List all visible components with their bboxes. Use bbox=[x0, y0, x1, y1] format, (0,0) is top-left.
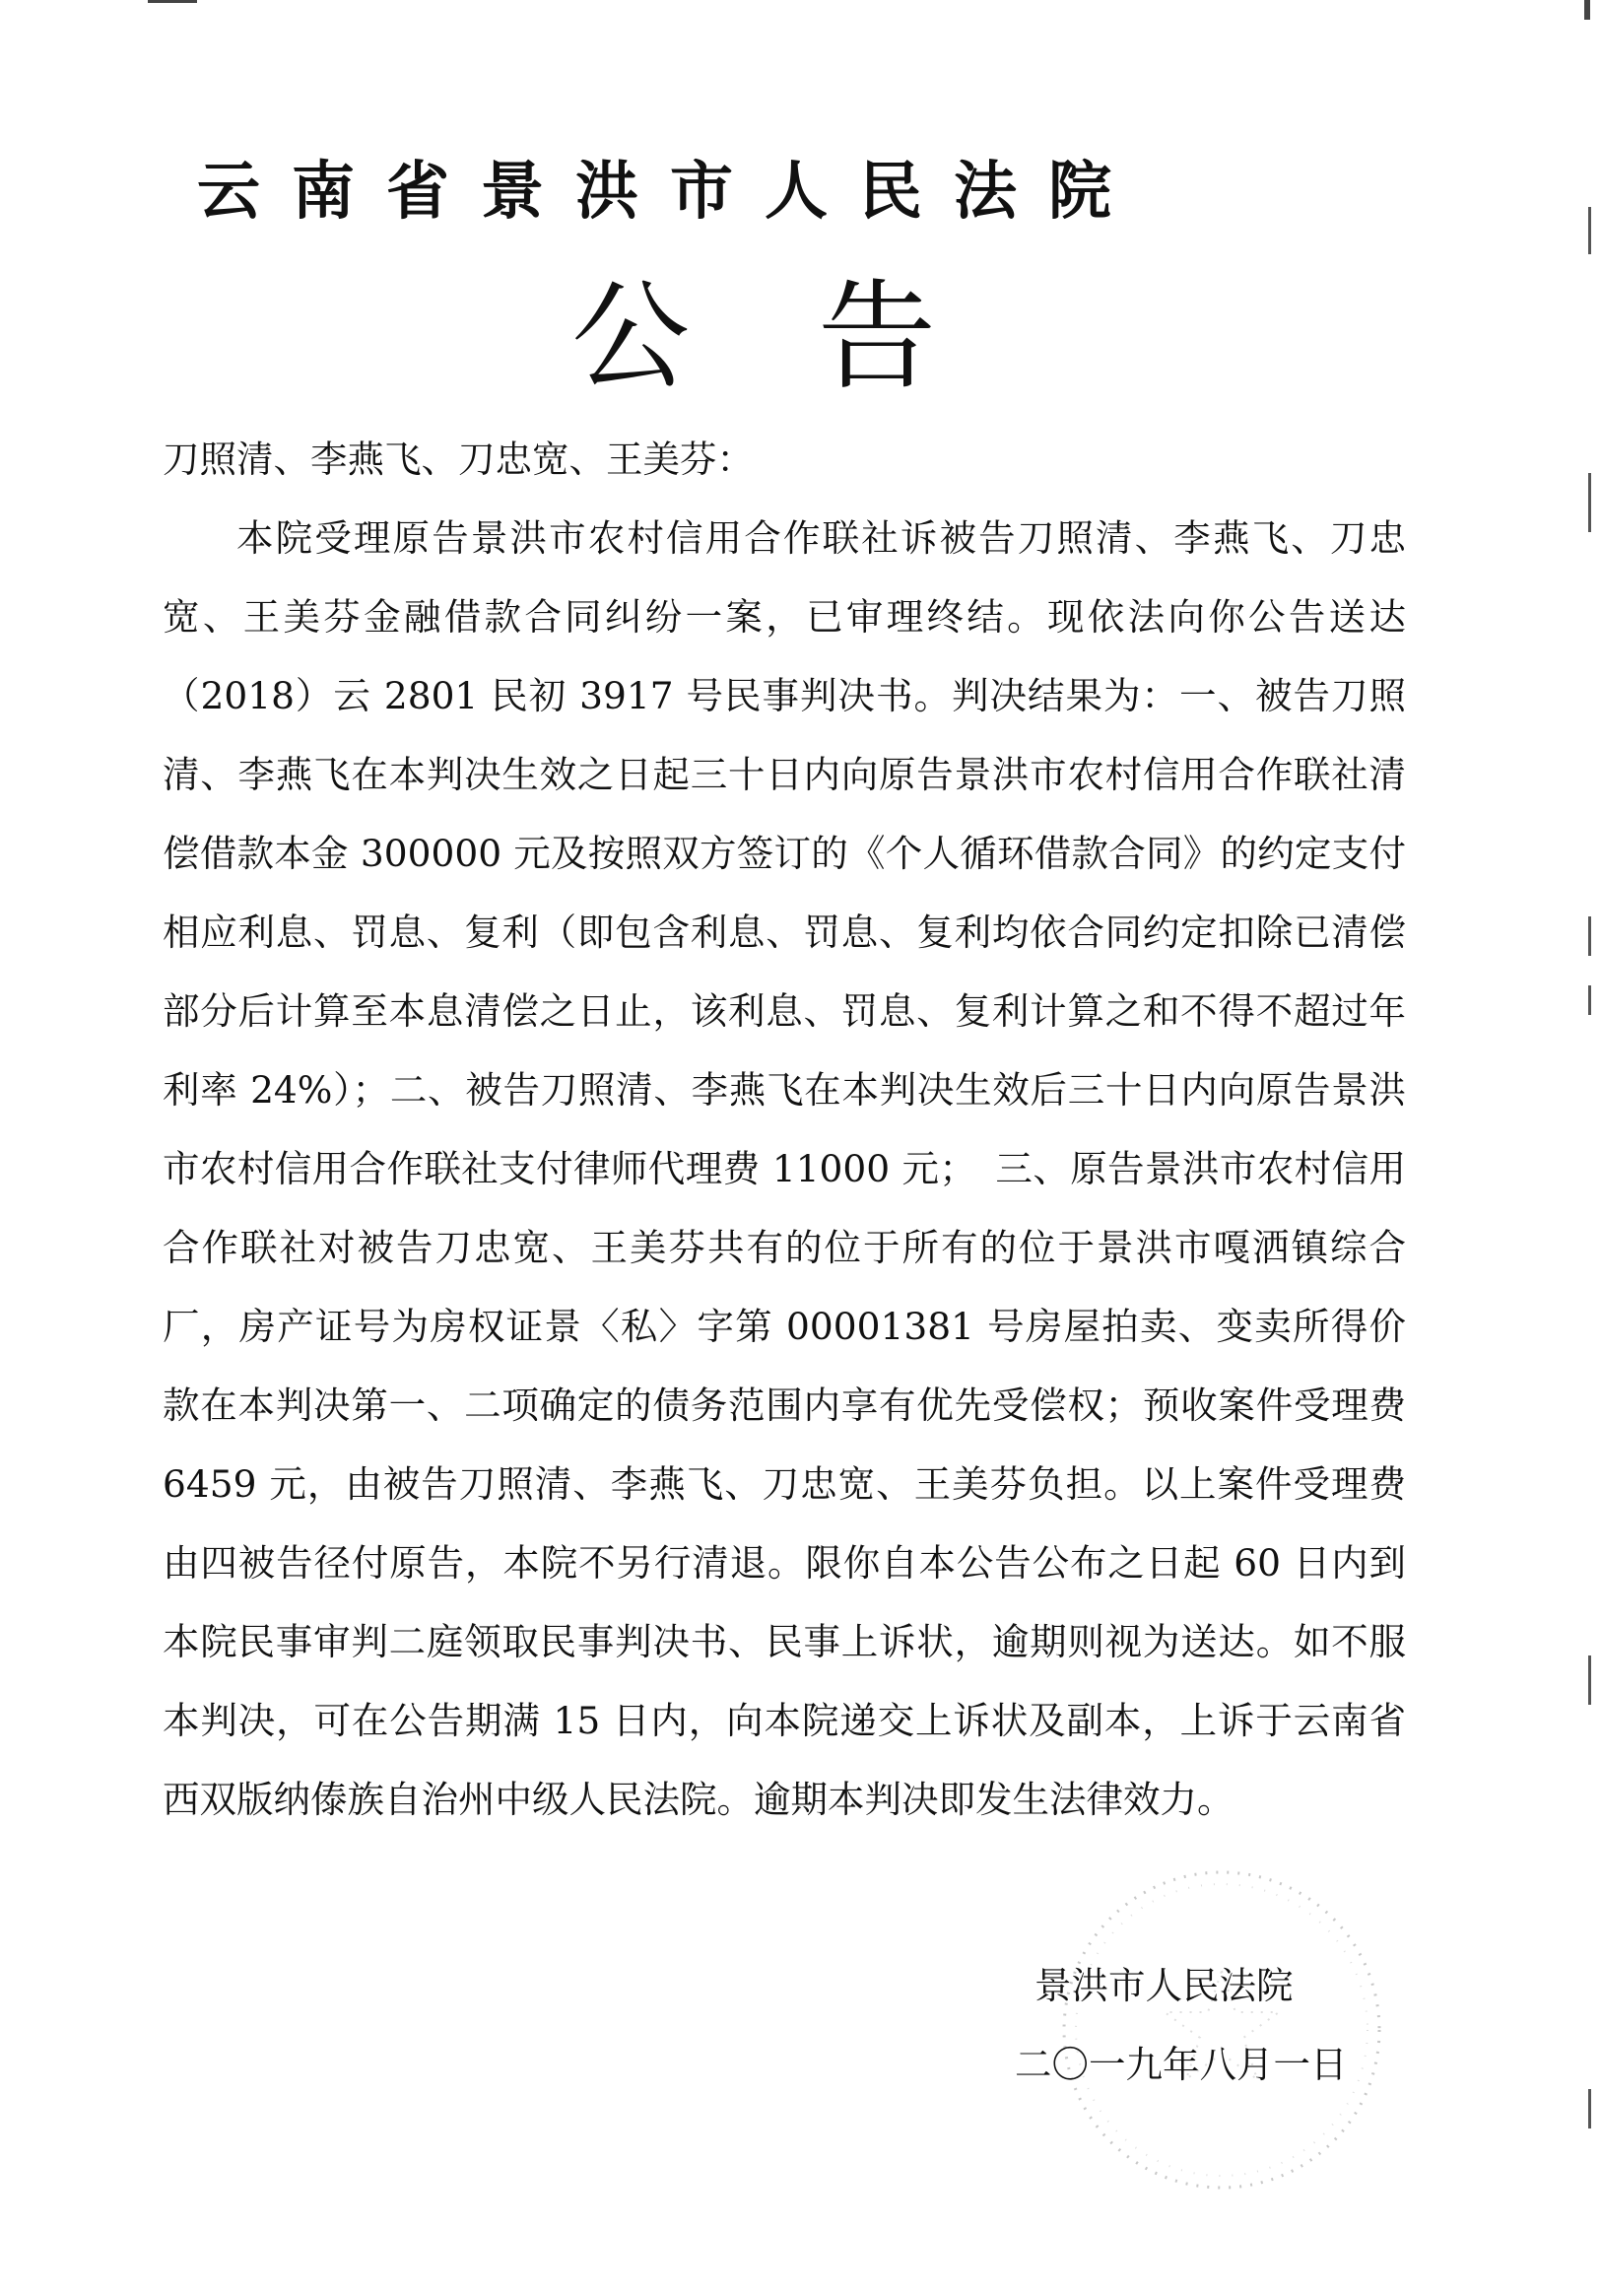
notice-body: 本院受理原告景洪市农村信用合作联社诉被告刀照清、李燕飞、刀忠宽、王美芬金融借款合同纠纷一案，已审理终结。现依法向你公告送达（2018）云 2801 民初 3917 号民事判决书。判决结果为：一、被告刀照清、李燕飞在本判决生效之日起三十日内向原告景洪市农村信用合作联社清偿借款本金 300000 元及按照双方签订的《个人循环借款合同》的约定支付相应利息、罚息、复利（即包含利息、罚息、复利均依合同约定扣除已清偿部分后计算至本息清偿之日止，该利息、罚息、复利计算之和不得不超过年利率 24%）；二、被告刀照清、李燕飞在本判决生效后三十日内向原告景洪市农村信用合作联社支付律师代理费 11000 元； 三、原告景洪市农村信用合作联社对被告刀忠宽、王美芬共有的位于所有的位于景洪市嘎洒镇综合厂，房产证号为房权证景〈私〉字第 00001381 号房屋拍卖、变卖所得价款在本判决第一、二项确定的债务范围内享有优先受偿权；预收案件受理费 6459 元，由被告刀照清、李燕飞、刀忠宽、王美芬负担。以上案件受理费由四被告径付原告，本院不另行清退。限你自本公告公布之日起 60 日内到本院民事审判二庭领取民事判决书、民事上诉状，逾期则视为送达。如不服本判决，可在公告期满 15 日内，向本院递交上诉状及副本，上诉于云南省西双版纳傣族自治州中级人民法院。逾期本判决即发生法律效力。 bbox=[163, 516, 1406, 1821]
court-seal-icon bbox=[1044, 1853, 1399, 2207]
signature-date: 二〇一九年八月一日 bbox=[1015, 2043, 1348, 2086]
notice-title: 公告 bbox=[571, 269, 1064, 406]
scan-mark-top bbox=[148, 0, 197, 3]
addressee-line: 刀照清、李燕飞、刀忠宽、王美芬： bbox=[163, 438, 754, 481]
scan-mark-right bbox=[1588, 985, 1591, 1015]
scan-mark-top-right bbox=[1584, 0, 1590, 20]
signature-court: 景洪市人民法院 bbox=[1034, 1964, 1294, 2007]
scan-mark-right bbox=[1588, 473, 1591, 532]
scan-mark-right bbox=[1588, 1655, 1591, 1705]
court-title: 云南省景洪市人民法院 bbox=[197, 155, 1143, 229]
scan-mark-right bbox=[1588, 916, 1591, 956]
scan-mark-right bbox=[1588, 207, 1591, 254]
scan-mark-right bbox=[1588, 2089, 1591, 2128]
